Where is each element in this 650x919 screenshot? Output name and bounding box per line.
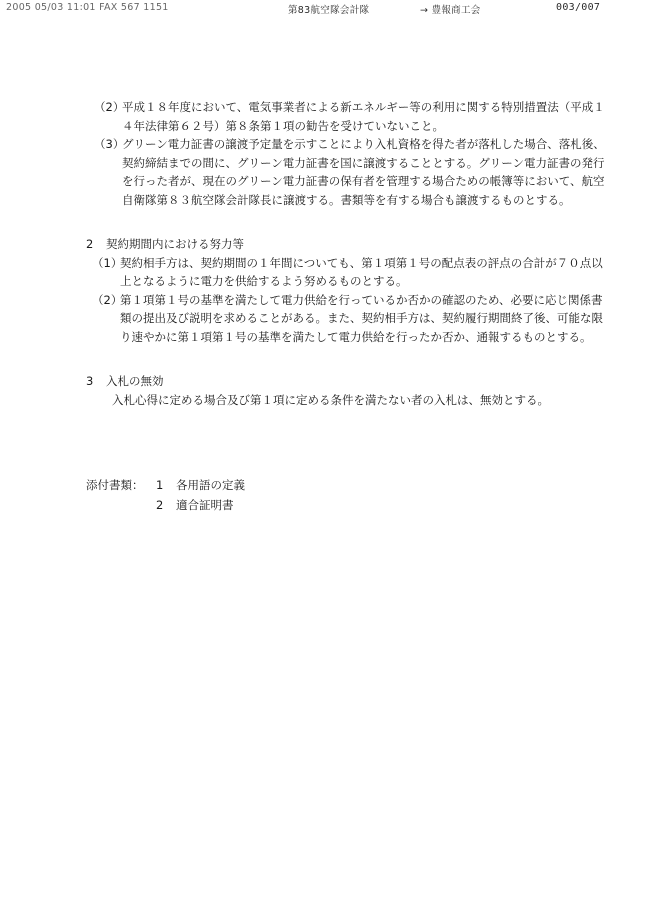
fax-destination: → 豊報商工会 bbox=[420, 5, 481, 16]
item-number: （3） bbox=[94, 137, 125, 151]
section-heading bbox=[86, 372, 606, 391]
section-3 bbox=[86, 372, 606, 409]
attachment-title: 各用語の定義 bbox=[176, 478, 245, 492]
item-number: （2） bbox=[94, 100, 125, 114]
attachment-row bbox=[86, 495, 245, 515]
list-item bbox=[92, 291, 606, 347]
fax-page-number: 003/007 bbox=[556, 2, 601, 13]
attachment-number: 1 bbox=[156, 478, 164, 492]
section-2 bbox=[86, 235, 606, 346]
attachments-list bbox=[86, 475, 245, 515]
item-number: （1） bbox=[92, 255, 123, 270]
section1-items bbox=[86, 98, 606, 209]
fax-sender: 第83航空隊会計隊 bbox=[288, 5, 370, 16]
item-number: （2） bbox=[92, 292, 123, 307]
list-item bbox=[94, 135, 606, 209]
section-title: 契約期間内における努力等 bbox=[106, 237, 244, 251]
section-title: 入札の無効 bbox=[106, 374, 164, 388]
attachments-label: 添付書類： bbox=[86, 478, 144, 492]
list-item bbox=[92, 254, 606, 291]
attachment-row bbox=[86, 475, 245, 495]
fax-header bbox=[0, 0, 650, 18]
attachment-number: 2 bbox=[156, 498, 164, 512]
section-text: 入札心得に定める場合及び第１項に定める条件を満たない者の入札は、無効とする。 bbox=[112, 392, 549, 407]
document-body bbox=[86, 98, 606, 409]
item-text: グリーン電力証書の譲渡予定量を示すことにより入札資格を得た者が落札した場合、落札後、契約締結までの間に、グリーン電力証書を国に譲渡することとする。グリーン電力証書の発行を行った者が、現在のグリーン電力証書の保有者を管理する場合ための帳簿等において、航空自衛隊第８３航空隊会計隊長に譲渡する。書類等を有する場合も譲渡するものとする。 bbox=[122, 137, 605, 207]
fax-timestamp: 2005 05/03 11:01 FAX 567 1151 bbox=[6, 2, 169, 13]
list-item bbox=[94, 98, 606, 135]
section-heading bbox=[86, 235, 606, 254]
item-text: 第１項第１号の基準を満たして電力供給を行っているか否かの確認のため、必要に応じ関係書類の提出及び説明を求めることがある。また、契約相手方は、契約履行期間終了後、可能な限り速やかに第１項第１号の基準を満たして電力供給を行ったか否か、通報するものとする。 bbox=[120, 292, 603, 344]
item-text: 平成１８年度において、電気事業者による新エネルギー等の利用に関する特別措置法（平成１４年法律第６２号）第８条第１項の勧告を受けていないこと。 bbox=[122, 100, 605, 133]
section-number: 3 bbox=[86, 374, 94, 388]
section2-items bbox=[86, 254, 606, 347]
attachment-title: 適合証明書 bbox=[176, 498, 234, 512]
item-text: 契約相手方は、契約期間の１年間についても、第１項第１号の配点表の評点の合計が７０点以上となるように電力を供給するよう努めるものとする。 bbox=[120, 255, 603, 288]
section-number: 2 bbox=[86, 237, 94, 251]
